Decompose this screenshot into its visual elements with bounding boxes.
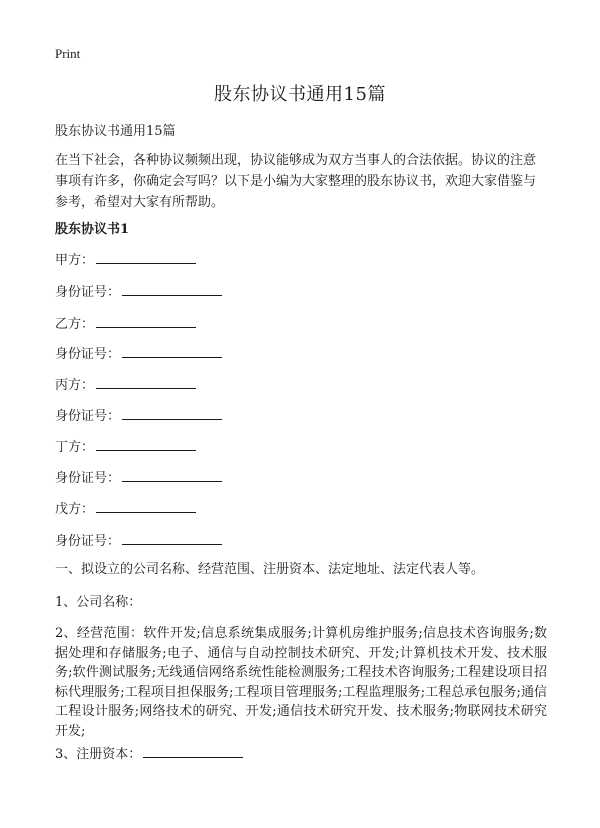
field-label: 丙方： <box>55 378 95 393</box>
company-name-item: 1、公司名称： <box>55 595 142 610</box>
signature-blank <box>96 248 196 264</box>
field-label: 甲方： <box>55 253 95 268</box>
registered-capital-field <box>55 742 243 762</box>
clause-one: 一、拟设立的公司名称、经营范围、注册资本、法定地址、法定代表人等。 <box>55 562 485 577</box>
business-scope-item: 2、经营范围：软件开发;信息系统集成服务;计算机房维护服务;信息技术咨询服务;数据处理和存储服务;电子、通信与自动控制技术研究、开发;计算机技术开发、技术服务;软件测试服务;无线通信网络系统性能检测服务;工程技术咨询服务;工程建设项目招标代理服务;工程项目担保服务;工程项目管理服务;工程监理服务;工程总承包服务;通信工程设计服务;网络技术的研究、开发;通信技术研究开发、技术服务;物联网技术研究开发; <box>55 626 547 739</box>
field-label: 身份证号： <box>55 534 121 549</box>
party-e-id-field <box>55 529 222 549</box>
print-label[interactable]: Print <box>55 46 81 61</box>
signature-blank <box>96 373 196 389</box>
field-label: 戊方： <box>55 502 95 517</box>
party-d-id-field <box>55 466 222 486</box>
document-subtitle: 股东协议书通用15篇 <box>55 124 176 139</box>
id-blank <box>122 280 222 296</box>
field-label: 身份证号： <box>55 347 121 362</box>
field-label: 身份证号： <box>55 285 121 300</box>
id-blank <box>122 466 222 482</box>
party-c-field <box>55 373 196 393</box>
party-b-id-field <box>55 342 222 362</box>
party-a-id-field <box>55 280 222 300</box>
id-blank <box>122 529 222 545</box>
field-label: 身份证号： <box>55 409 121 424</box>
party-a-field <box>55 248 196 268</box>
document-title: 股东协议书通用15篇 <box>214 84 386 105</box>
field-label: 身份证号： <box>55 471 121 486</box>
party-e-field <box>55 497 196 517</box>
field-label: 3、注册资本： <box>55 747 142 762</box>
field-label: 丁方： <box>55 440 95 455</box>
signature-blank <box>96 435 196 451</box>
capital-blank <box>143 742 243 758</box>
signature-blank <box>96 497 196 513</box>
id-blank <box>122 342 222 358</box>
party-d-field <box>55 435 196 455</box>
signature-blank <box>96 312 196 328</box>
section-heading: 股东协议书1 <box>55 222 130 237</box>
field-label: 乙方： <box>55 317 95 332</box>
id-blank <box>122 404 222 420</box>
party-c-id-field <box>55 404 222 424</box>
intro-paragraph: 在当下社会，各种协议频频出现，协议能够成为双方当事人的合法依据。协议的注意事项有许多，你确定会写吗？以下是小编为大家整理的股东协议书，欢迎大家借鉴与参考，希望对大家有所帮助。 <box>55 153 537 210</box>
party-b-field <box>55 312 196 332</box>
